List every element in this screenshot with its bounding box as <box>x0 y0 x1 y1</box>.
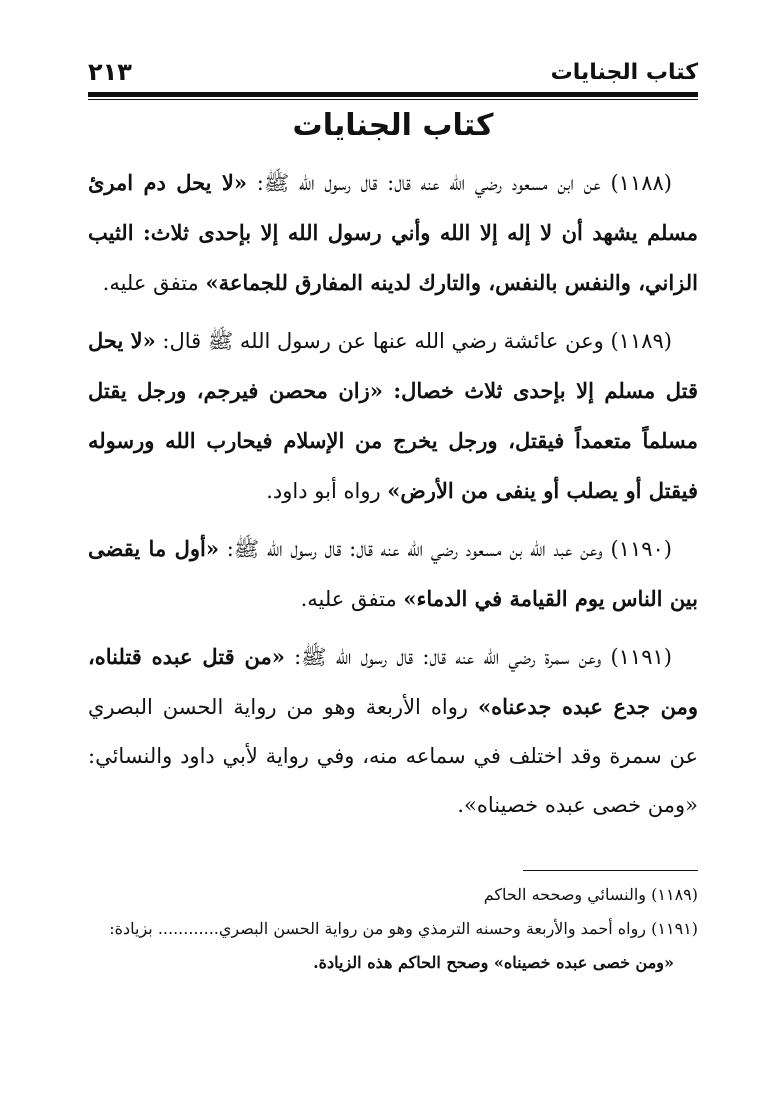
hadith-number: (١١٩٠) <box>610 537 672 561</box>
hadith-quote: «من قتل عبده قتلناه، ومن جدع عبده جدعناه» <box>88 644 698 719</box>
hadith-1190 <box>88 524 698 624</box>
hadith-intro: وعن عائشة رضي الله عنها عن رسول الله ﷺ قال: <box>162 329 604 353</box>
hadith-1191 <box>88 632 698 830</box>
main-text <box>88 158 698 838</box>
footnote-dots: ............ <box>157 919 219 938</box>
header-rule-thin <box>88 99 698 100</box>
footnote-text: والنسائي وصححه الحاكم <box>483 885 647 904</box>
hadith-source: متفق عليه. <box>300 587 397 611</box>
footnote-1191-continuation <box>88 946 698 980</box>
footnote-number: (١١٩١) <box>651 919 698 938</box>
running-header-title: كتاب الجنايات <box>550 59 698 85</box>
footnote-tail: بزيادة: <box>109 919 153 938</box>
hadith-1189 <box>88 316 698 516</box>
footnotes <box>88 878 698 980</box>
footnote-number: (١١٨٩) <box>651 885 698 904</box>
hadith-source: رواه أبو داود. <box>266 479 381 503</box>
hadith-source: رواه الأربعة وهو من رواية الحسن البصري عن سمرة وقد اختلف في سماعه منه، وفي رواية لأبي داود والنسائي: «ومن خصى عبده خصيناه». <box>88 695 698 817</box>
footnote-text: «ومن خصى عبده خصيناه» وصحح الحاكم هذه الزيادة. <box>313 953 674 972</box>
hadith-intro: عن ابن مسعود رضي الله عنه قال: قال رسول الله ﷺ: <box>256 171 601 195</box>
footnote-separator <box>523 870 698 871</box>
hadith-source: متفق عليه. <box>102 271 199 295</box>
header-rule-thick <box>88 92 698 97</box>
hadith-quote: «لا يحل قتل مسلم إلا بإحدى ثلاث خصال: «زان محصن فيرجم، ورجل يقتل مسلماً متعمداً فيقتل، ورجل يخرج من الإسلام فيحارب الله ورسوله فيقتل أو يصلب أو ينفى من الأرض» <box>88 328 698 503</box>
hadith-number: (١١٩١) <box>610 645 672 669</box>
chapter-title: كتاب الجنايات <box>292 108 494 143</box>
hadith-number: (١١٨٩) <box>610 329 672 353</box>
footnote-text: رواه أحمد والأربعة وحسنه الترمذي وهو من رواية الحسن البصري <box>218 919 647 938</box>
footnote-1191 <box>88 912 698 946</box>
hadith-quote: «لا يحل دم امرئ مسلم يشهد أن لا إله إلا الله وأني رسول الله إلا بإحدى ثلاث: الثيب الزاني، والنفس بالنفس، والتارك لدينه المفارق للجماعة» <box>88 170 698 295</box>
hadith-number: (١١٨٨) <box>610 171 672 195</box>
hadith-intro: وعن سمرة رضي الله عنه قال: قال رسول الله ﷺ: <box>294 645 602 669</box>
running-header <box>88 52 698 92</box>
hadith-intro: وعن عبد الله بن مسعود رضي الله عنه قال: قال رسول الله ﷺ: <box>226 537 603 561</box>
page-number: ٢١٣ <box>88 58 132 86</box>
hadith-quote: «أول ما يقضى بين الناس يوم القيامة في الدماء» <box>88 536 698 611</box>
hadith-1188 <box>88 158 698 308</box>
footnote-1189 <box>88 878 698 912</box>
